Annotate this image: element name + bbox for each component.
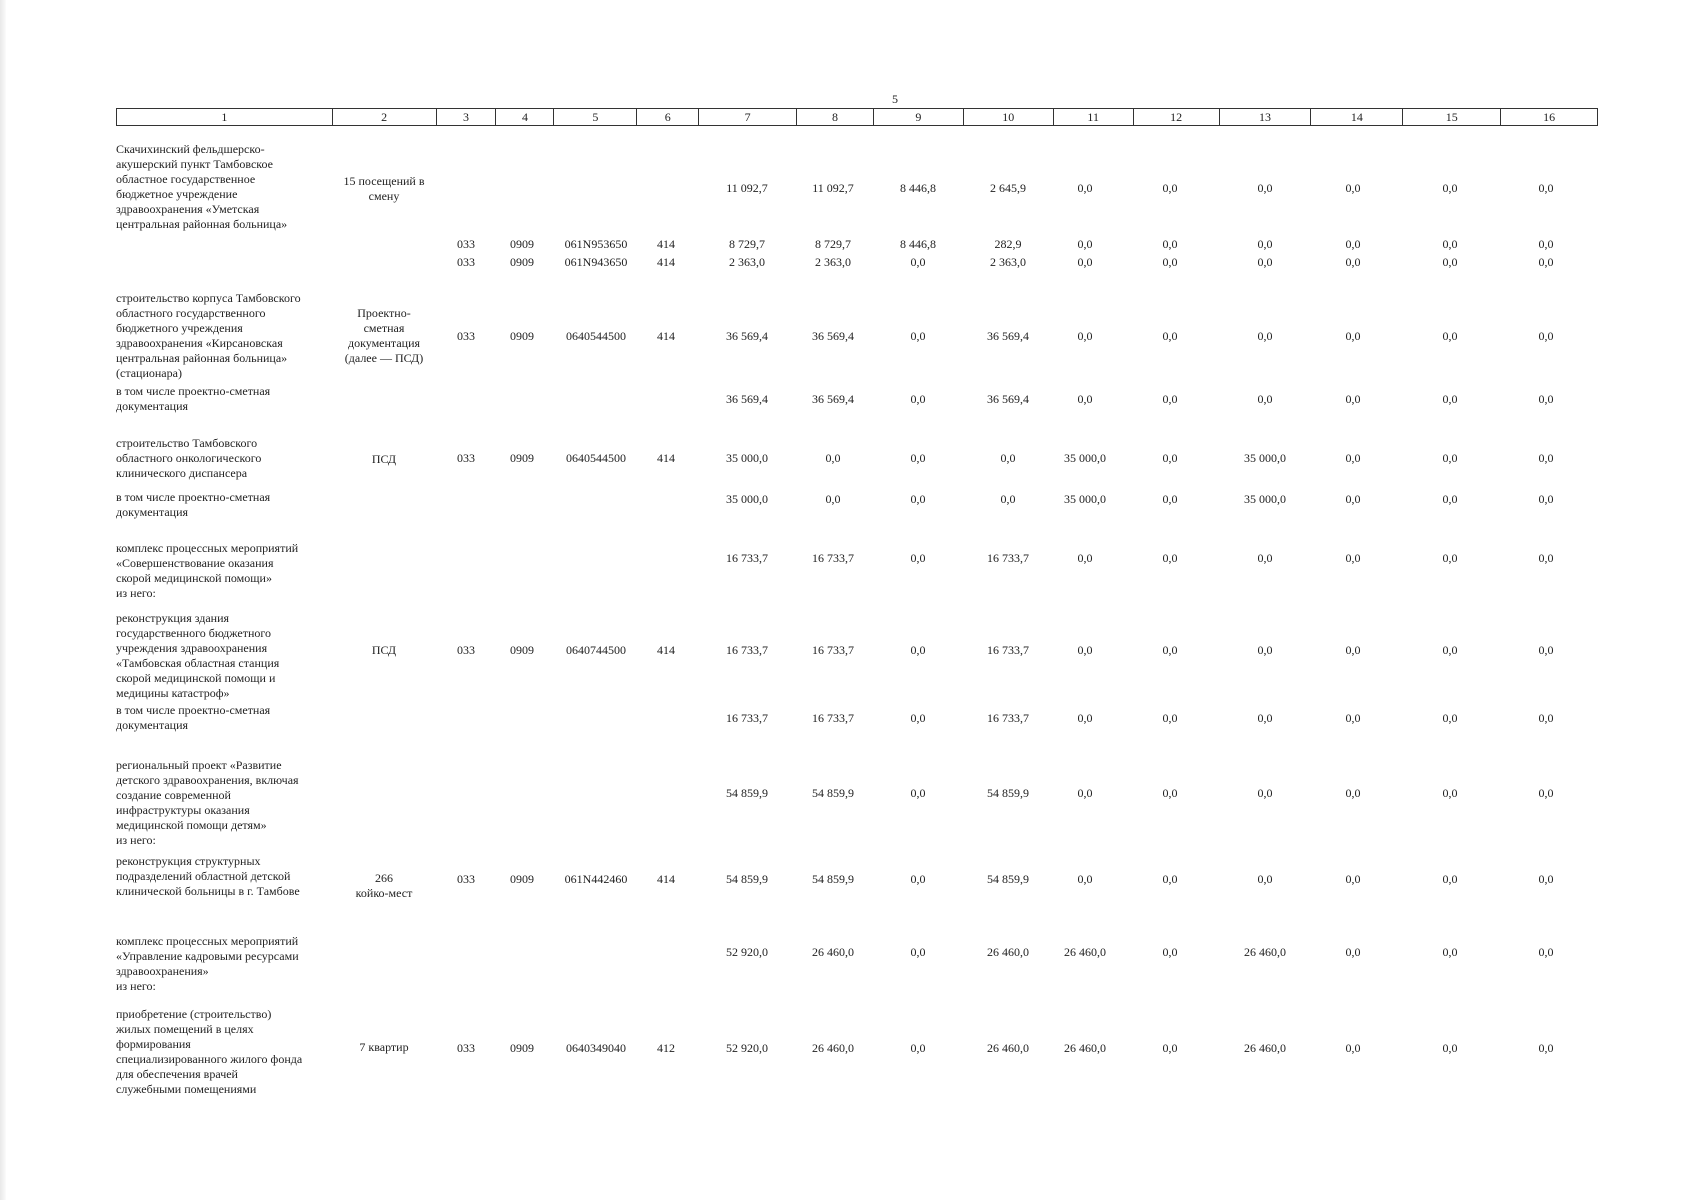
row-13-unit: 7 квартир [359,1040,409,1054]
header-cell-13: 13 [1220,109,1312,125]
row-3-unit: (далее — ПСД) [344,351,424,365]
row-9-col-10: 16 733,7 [987,711,1029,725]
row-4-col-14: 0,0 [1345,392,1361,406]
row-7-col-11: 0,0 [1077,551,1093,565]
row-13-col-14: 0,0 [1345,1041,1361,1055]
row-11-col-11: 0,0 [1077,872,1093,886]
row-8-col-4: 0909 [510,643,534,657]
row-12-col-10: 26 460,0 [987,945,1029,959]
row-9-col-15: 0,0 [1442,711,1458,725]
row-5-col-7: 35 000,0 [726,451,768,465]
row-12-col-13: 26 460,0 [1244,945,1286,959]
row-5-col-14: 0,0 [1345,451,1361,465]
row-4-col-10: 36 569,4 [987,392,1029,406]
row-5-col-10: 0,0 [1000,451,1016,465]
page-number: 5 [892,92,898,106]
row-4-name-line: в том числе проектно-сметная [116,384,271,398]
row-11-col-16: 0,0 [1538,872,1554,886]
row-5-col-4: 0909 [510,451,534,465]
row-1-col-6: 414 [657,237,675,251]
row-3-col-6: 414 [657,329,675,343]
header-cell-6: 6 [637,109,699,125]
row-3-col-14: 0,0 [1345,329,1361,343]
row-5-name-line: клинического диспансера [116,466,248,480]
row-6-col-7: 35 000,0 [726,492,768,506]
row-13-col-7: 52 920,0 [726,1041,768,1055]
row-0-col-10: 2 645,9 [990,181,1026,195]
row-6-col-13: 35 000,0 [1244,492,1286,506]
row-3-unit: сметная [363,321,405,335]
row-8-col-6: 414 [657,643,675,657]
header-cell-16: 16 [1543,110,1556,124]
row-4-col-15: 0,0 [1442,392,1458,406]
row-11-col-4: 0909 [510,872,534,886]
row-4-col-13: 0,0 [1257,392,1273,406]
row-13-col-9: 0,0 [910,1041,926,1055]
row-1-col-15: 0,0 [1442,237,1458,251]
row-13-name-line: формирования [116,1037,191,1051]
row-11-name-line: клинической больницы в г. Тамбове [116,884,300,898]
row-7-name-line: комплекс процессных мероприятий [116,541,299,555]
row-11-name-line: подразделений областной детской [116,869,291,883]
row-8-name-line: государственного бюджетного [116,626,272,640]
row-4-col-16: 0,0 [1538,392,1554,406]
row-5-col-12: 0,0 [1162,451,1178,465]
row-11-col-9: 0,0 [910,872,926,886]
row-2-col-8: 2 363,0 [815,255,851,269]
row-9-col-14: 0,0 [1345,711,1361,725]
row-12-col-16: 0,0 [1538,945,1554,959]
row-12-name-line: комплекс процессных мероприятий [116,934,299,948]
row-10-col-9: 0,0 [910,786,926,800]
row-13-name-line: специализированного жилого фонда [116,1052,303,1066]
row-8-name-line: учреждения здравоохранения [116,641,268,655]
row-6-col-14: 0,0 [1345,492,1361,506]
row-0-name-line: акушерский пункт Тамбовское [116,157,273,171]
row-9-col-7: 16 733,7 [726,711,768,725]
row-8-col-15: 0,0 [1442,643,1458,657]
row-6-col-12: 0,0 [1162,492,1178,506]
row-10-col-14: 0,0 [1345,786,1361,800]
row-11-col-6: 414 [657,872,675,886]
row-10-col-10: 54 859,9 [987,786,1029,800]
row-13-col-4: 0909 [510,1041,534,1055]
row-7-col-8: 16 733,7 [812,551,854,565]
row-1-col-14: 0,0 [1345,237,1361,251]
row-2-col-7: 2 363,0 [729,255,765,269]
row-7-col-12: 0,0 [1162,551,1178,565]
row-0-name-line: областное государственное [116,172,256,186]
row-10-col-15: 0,0 [1442,786,1458,800]
row-8-col-8: 16 733,7 [812,643,854,657]
row-7-name-line: «Совершенствование оказания [116,556,274,570]
row-11-col-3: 033 [457,872,475,886]
row-11-unit: 266 [375,871,393,885]
row-9-col-16: 0,0 [1538,711,1554,725]
row-7-col-7: 16 733,7 [726,551,768,565]
row-1-col-12: 0,0 [1162,237,1178,251]
row-4-name-line: документация [116,399,189,413]
header-cell-14: 14 [1311,109,1403,125]
row-3-col-9: 0,0 [910,329,926,343]
row-3-col-7: 36 569,4 [726,329,768,343]
row-13-name-line: служебными помещениями [116,1082,257,1096]
row-13-col-6: 412 [657,1041,675,1055]
row-3-name-line: областного государственного [116,306,266,320]
row-5-col-3: 033 [457,451,475,465]
row-6-col-15: 0,0 [1442,492,1458,506]
row-5-col-13: 35 000,0 [1244,451,1286,465]
row-0-col-7: 11 092,7 [726,181,768,195]
row-8-col-5: 0640744500 [566,643,626,657]
row-3-col-3: 033 [457,329,475,343]
header-cell-8: 8 [797,109,874,125]
row-13-col-3: 033 [457,1041,475,1055]
row-12-name-line: «Управление кадровыми ресурсами [116,949,299,963]
row-11-col-5: 061N442460 [564,872,628,886]
row-13-name-line: жилых помещений в целях [116,1022,254,1036]
row-9-col-9: 0,0 [910,711,926,725]
row-7-col-10: 16 733,7 [987,551,1029,565]
row-3-name-line: центральная районная больница» [116,351,288,365]
row-8-col-9: 0,0 [910,643,926,657]
row-5-name-line: областного онкологического [116,451,262,465]
header-cell-10: 10 [964,109,1054,125]
row-5-col-15: 0,0 [1442,451,1458,465]
row-12-name-line: из него: [116,979,156,993]
row-1-col-11: 0,0 [1077,237,1093,251]
row-5-name-line: строительство Тамбовского [116,436,258,450]
row-2-col-3: 033 [457,255,475,269]
row-12-name-line: здравоохранения» [116,964,209,978]
row-10-name-line: медицинской помощи детям» [116,818,267,832]
row-0-col-11: 0,0 [1077,181,1093,195]
row-7-col-13: 0,0 [1257,551,1273,565]
row-9-col-8: 16 733,7 [812,711,854,725]
row-1-col-8: 8 729,7 [815,237,851,251]
row-5-col-9: 0,0 [910,451,926,465]
row-11-col-12: 0,0 [1162,872,1178,886]
row-11-col-8: 54 859,9 [812,872,854,886]
header-cell-3: 3 [437,109,497,125]
row-0-col-16: 0,0 [1538,181,1554,195]
row-10-name-line: региональный проект «Развитие [116,758,282,772]
row-10-name-line: из него: [116,833,156,847]
row-2-col-12: 0,0 [1162,255,1178,269]
row-3-col-16: 0,0 [1538,329,1554,343]
row-0-unit: смену [368,189,400,203]
row-10-name-line: инфраструктуры оказания [116,803,250,817]
row-4-col-7: 36 569,4 [726,392,768,406]
row-7-col-15: 0,0 [1442,551,1458,565]
header-cell-7: 7 [699,109,797,125]
row-11-unit: койко-мест [355,886,413,900]
scan-edge [0,0,6,1200]
row-13-name-line: приобретение (строительство) [116,1007,272,1021]
row-7-name-line: скорой медицинской помощи» [116,571,272,585]
header-cell-15: 15 [1403,109,1501,125]
row-9-name-line: документация [116,718,189,732]
row-0-name-line: бюджетное учреждение [116,187,238,201]
row-5-col-11: 35 000,0 [1064,451,1106,465]
row-3-unit: документация [347,336,421,350]
row-3-name-line: строительство корпуса Тамбовского [116,291,301,305]
row-6-col-8: 0,0 [825,492,841,506]
row-7-col-14: 0,0 [1345,551,1361,565]
row-11-col-7: 54 859,9 [726,872,768,886]
row-2-col-9: 0,0 [910,255,926,269]
row-8-col-16: 0,0 [1538,643,1554,657]
table-header-row [116,108,1598,126]
row-0-col-13: 0,0 [1257,181,1273,195]
row-0-name-line: здравоохранения «Уметская [116,202,260,216]
row-0-col-14: 0,0 [1345,181,1361,195]
row-6-col-16: 0,0 [1538,492,1554,506]
row-12-col-8: 26 460,0 [812,945,854,959]
row-3-col-10: 36 569,4 [987,329,1029,343]
row-7-col-9: 0,0 [910,551,926,565]
row-8-col-14: 0,0 [1345,643,1361,657]
row-6-col-10: 0,0 [1000,492,1016,506]
row-5-col-8: 0,0 [825,451,841,465]
row-13-col-11: 26 460,0 [1064,1041,1106,1055]
row-7-name-line: из него: [116,586,156,600]
row-10-col-13: 0,0 [1257,786,1273,800]
row-13-name-line: для обеспечения врачей [116,1067,238,1081]
row-8-col-11: 0,0 [1077,643,1093,657]
row-1-col-3: 033 [457,237,475,251]
row-0-col-9: 8 446,8 [900,181,936,195]
row-10-name-line: детского здравоохранения, включая [116,773,299,787]
row-1-col-4: 0909 [510,237,534,251]
row-8-name-line: «Тамбовская областная станция [116,656,280,670]
row-6-col-11: 35 000,0 [1064,492,1106,506]
row-10-col-8: 54 859,9 [812,786,854,800]
row-1-col-10: 282,9 [994,237,1022,251]
row-11-col-13: 0,0 [1257,872,1273,886]
row-8-name-line: скорой медицинской помощи и [116,671,276,685]
row-12-col-9: 0,0 [910,945,926,959]
row-9-col-11: 0,0 [1077,711,1093,725]
row-2-col-6: 414 [657,255,675,269]
header-cell-9: 9 [874,109,964,125]
row-0-name-line: центральная районная больница» [116,217,288,231]
row-13-col-13: 26 460,0 [1244,1041,1286,1055]
row-1-col-16: 0,0 [1538,237,1554,251]
row-1-col-9: 8 446,8 [900,237,936,251]
row-4-col-11: 0,0 [1077,392,1093,406]
row-8-name-line: реконструкция здания [116,611,230,625]
row-6-col-9: 0,0 [910,492,926,506]
row-2-col-4: 0909 [510,255,534,269]
row-11-name-line: реконструкция структурных [116,854,261,868]
row-2-col-15: 0,0 [1442,255,1458,269]
row-0-unit: 15 посещений в [343,174,425,188]
header-cell-12: 12 [1134,109,1220,125]
row-13-col-8: 26 460,0 [812,1041,854,1055]
row-4-col-9: 0,0 [910,392,926,406]
row-1-col-7: 8 729,7 [729,237,765,251]
header-cell-4: 4 [496,109,554,125]
row-6-name-line: документация [116,505,189,519]
row-1-col-13: 0,0 [1257,237,1273,251]
row-10-col-12: 0,0 [1162,786,1178,800]
header-cell-5: 5 [554,109,637,125]
row-3-col-12: 0,0 [1162,329,1178,343]
row-1-col-5: 061N953650 [564,237,628,251]
row-3-col-5: 0640544500 [566,329,626,343]
row-2-col-13: 0,0 [1257,255,1273,269]
row-10-col-7: 54 859,9 [726,786,768,800]
row-0-col-8: 11 092,7 [812,181,854,195]
row-8-col-3: 033 [457,643,475,657]
row-7-col-16: 0,0 [1538,551,1554,565]
row-8-col-12: 0,0 [1162,643,1178,657]
header-cell-2: 2 [333,109,437,125]
row-8-col-13: 0,0 [1257,643,1273,657]
row-9-name-line: в том числе проектно-сметная [116,703,271,717]
row-10-col-11: 0,0 [1077,786,1093,800]
row-12-col-7: 52 920,0 [726,945,768,959]
row-3-col-4: 0909 [510,329,534,343]
row-10-col-16: 0,0 [1538,786,1554,800]
row-8-col-10: 16 733,7 [987,643,1029,657]
row-3-name-line: бюджетного учреждения [116,321,243,335]
row-4-col-8: 36 569,4 [812,392,854,406]
row-3-unit: Проектно- [357,306,411,320]
header-cell-11: 11 [1054,109,1134,125]
row-2-col-14: 0,0 [1345,255,1361,269]
row-2-col-5: 061N943650 [564,255,628,269]
row-3-col-13: 0,0 [1257,329,1273,343]
row-0-col-15: 0,0 [1442,181,1458,195]
row-3-col-11: 0,0 [1077,329,1093,343]
row-11-col-14: 0,0 [1345,872,1361,886]
row-8-unit: ПСД [371,643,397,657]
row-2-col-16: 0,0 [1538,255,1554,269]
row-12-col-14: 0,0 [1345,945,1361,959]
row-4-col-12: 0,0 [1162,392,1178,406]
row-5-col-16: 0,0 [1538,451,1554,465]
row-0-name-line: Скачихинский фельдшерско- [116,142,265,156]
row-12-col-11: 26 460,0 [1064,945,1106,959]
row-10-name-line: создание современной [116,788,231,802]
row-2-col-11: 0,0 [1077,255,1093,269]
row-3-col-8: 36 569,4 [812,329,854,343]
row-13-col-12: 0,0 [1162,1041,1178,1055]
row-5-unit: ПСД [371,452,397,466]
row-12-col-12: 0,0 [1162,945,1178,959]
row-0-col-12: 0,0 [1162,181,1178,195]
row-3-col-15: 0,0 [1442,329,1458,343]
row-13-col-15: 0,0 [1442,1041,1458,1055]
row-13-col-5: 0640349040 [566,1041,626,1055]
row-12-col-15: 0,0 [1442,945,1458,959]
row-9-col-12: 0,0 [1162,711,1178,725]
row-13-col-10: 26 460,0 [987,1041,1029,1055]
row-5-col-6: 414 [657,451,675,465]
row-13-col-16: 0,0 [1538,1041,1554,1055]
row-8-name-line: медицины катастроф» [116,686,230,700]
header-cell-1: 1 [117,109,333,125]
row-5-col-5: 0640544500 [566,451,626,465]
row-11-col-10: 54 859,9 [987,872,1029,886]
row-6-name-line: в том числе проектно-сметная [116,490,271,504]
row-2-col-10: 2 363,0 [990,255,1026,269]
row-3-name-line: здравоохранения «Кирсановская [116,336,283,350]
row-3-name-line: (стационара) [116,366,182,380]
row-9-col-13: 0,0 [1257,711,1273,725]
row-8-col-7: 16 733,7 [726,643,768,657]
row-11-col-15: 0,0 [1442,872,1458,886]
